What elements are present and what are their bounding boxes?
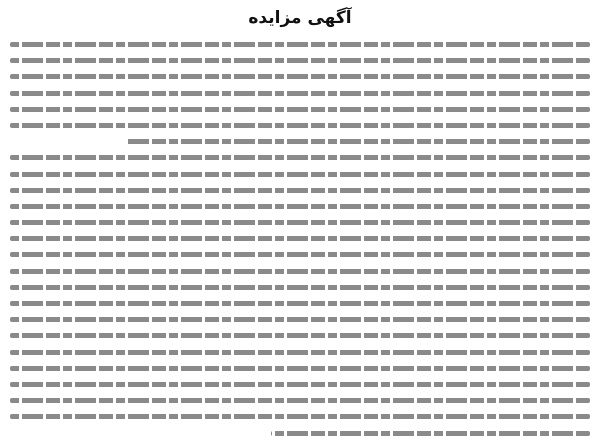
notice-line [8,117,592,133]
notice-line [8,198,592,214]
notice-line [8,182,592,198]
notice-line [8,68,592,84]
notice-line [8,279,592,295]
notice-line [8,327,592,343]
notice-line [8,425,592,441]
notice-line [8,133,592,149]
notice-line [8,36,592,52]
notice-line [8,360,592,376]
notice-line [8,376,592,392]
notice-line [8,246,592,262]
notice-line [8,214,592,230]
notice-title: آگهی مزایده [248,8,352,28]
notice-line [8,263,592,279]
notice-line [8,166,592,182]
notice-line [8,408,592,424]
notice-line [8,295,592,311]
notice-line [8,344,592,360]
notice-line [8,101,592,117]
notice-line [8,311,592,327]
notice-line [8,85,592,101]
notice-body [8,36,592,441]
notice-line [8,392,592,408]
notice-line [8,52,592,68]
notice-line [8,230,592,246]
notice-line [8,149,592,165]
